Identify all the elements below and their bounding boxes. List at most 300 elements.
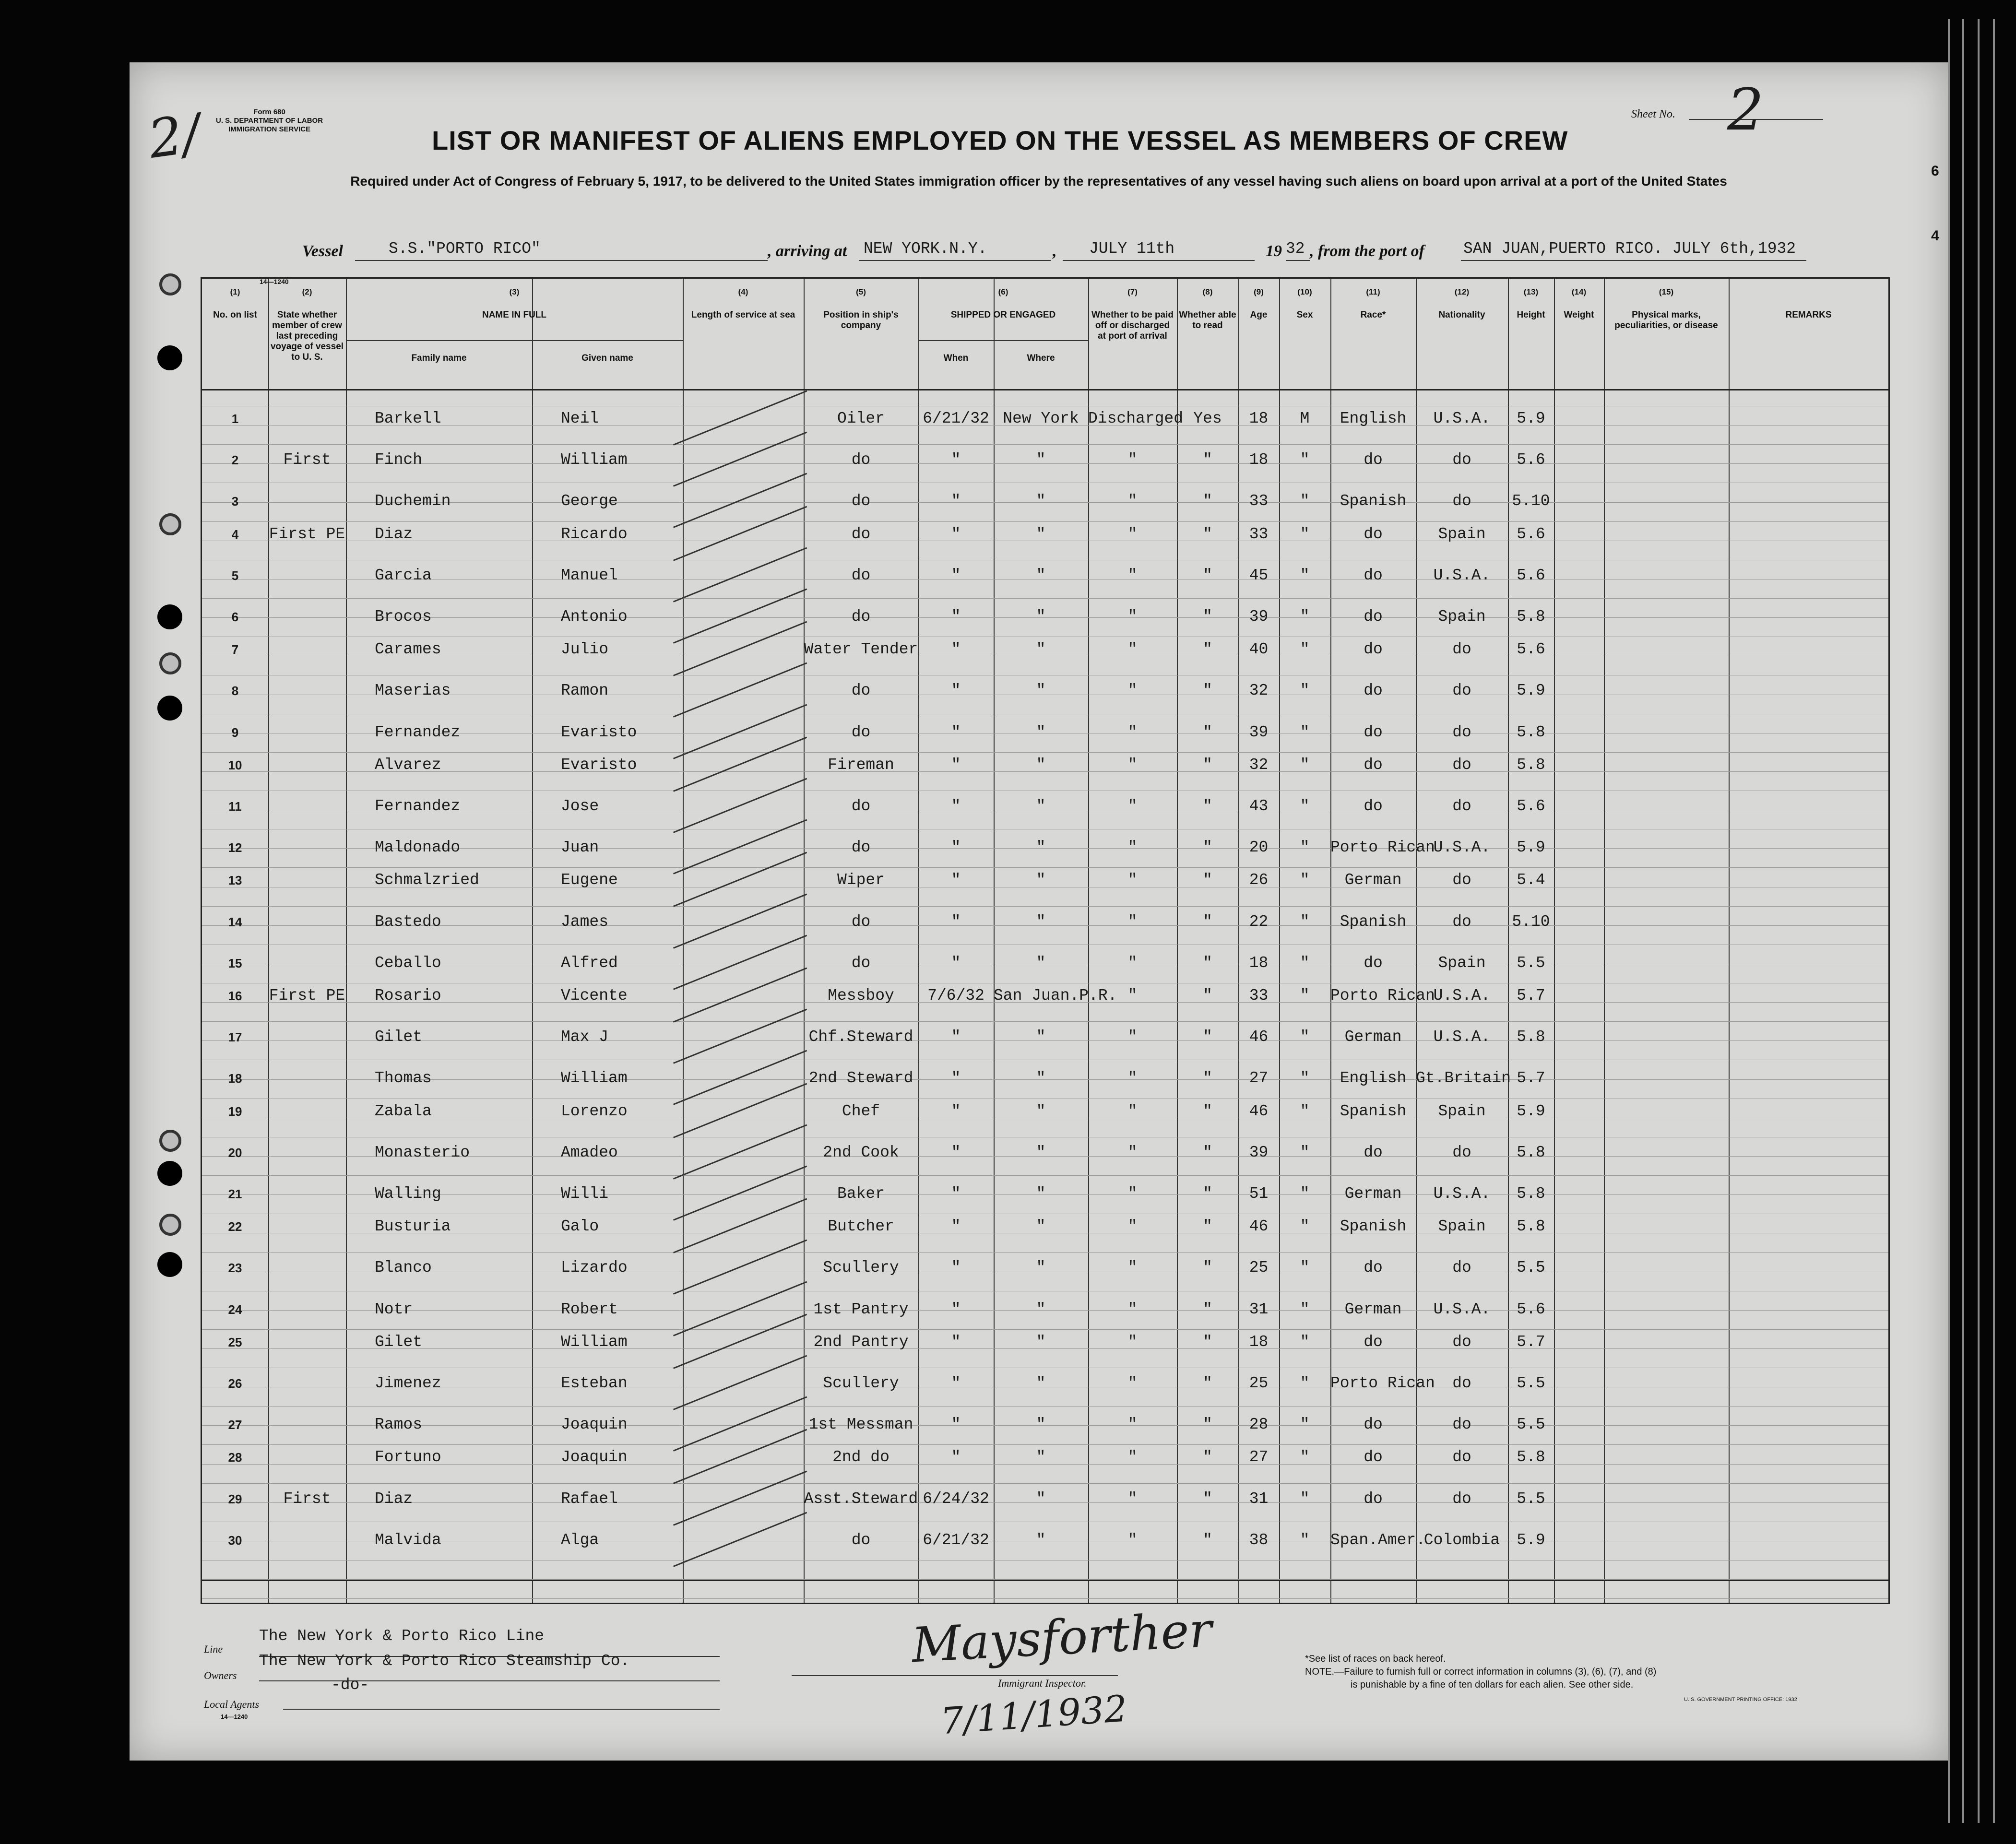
row-20-height: 5.8 — [1517, 1143, 1545, 1161]
row-5-when: " — [951, 566, 961, 584]
row-12-where: " — [1036, 839, 1046, 857]
row-24-given: Robert — [561, 1300, 618, 1318]
column-subheader-c6-sub1: When — [943, 353, 969, 363]
row-23-service-strike-mark — [673, 1240, 807, 1295]
row-9-when: " — [951, 723, 961, 741]
row-1-position: Oiler — [837, 410, 885, 427]
row-27-given: Joaquin — [561, 1416, 628, 1434]
row-2-paid: " — [1127, 451, 1138, 469]
row-20-race: do — [1364, 1143, 1383, 1161]
row-30-sex: " — [1300, 1531, 1310, 1549]
row-27-when: " — [951, 1416, 961, 1434]
row-29-position: Asst.Steward — [804, 1489, 918, 1508]
local-agents-value: -do- — [331, 1676, 369, 1694]
row-24-read: " — [1203, 1300, 1212, 1318]
row-27-nationality: do — [1452, 1416, 1471, 1434]
row-1-given: Neil — [561, 410, 599, 427]
row-8-where: " — [1036, 682, 1046, 700]
row-30-read: " — [1203, 1531, 1212, 1549]
punch-hole — [157, 604, 182, 629]
column-header-c8: Whether able to read — [1179, 310, 1236, 331]
row-10-family: Alvarez — [375, 756, 441, 774]
row-13-read: " — [1203, 871, 1212, 889]
row-3-read: " — [1203, 492, 1212, 510]
row-20-position: 2nd Cook — [823, 1143, 899, 1161]
row-21-sex: " — [1300, 1185, 1310, 1203]
printing-office: U. S. GOVERNMENT PRINTING OFFICE: 1932 — [1684, 1697, 1797, 1702]
column-number-c12: (12) — [1454, 287, 1470, 296]
row-25-age: 18 — [1249, 1333, 1269, 1351]
row-9-service-strike-mark — [673, 704, 807, 759]
row-4-age: 33 — [1249, 525, 1269, 543]
punch-hole — [157, 1252, 182, 1277]
row-28-sex: " — [1300, 1448, 1310, 1466]
row-25-given: William — [561, 1333, 628, 1351]
row-1-read: Yes — [1193, 410, 1222, 427]
row-4-read: " — [1203, 525, 1212, 543]
row-18-family: Thomas — [375, 1069, 432, 1087]
row-14-when: " — [951, 912, 961, 931]
row-23-read: " — [1203, 1259, 1212, 1277]
row-27-age: 28 — [1249, 1416, 1269, 1434]
row-10-sex: " — [1300, 756, 1310, 774]
row-29-read: " — [1203, 1489, 1212, 1508]
column-number-c6: (6) — [998, 287, 1008, 296]
row-7-where: " — [1036, 640, 1046, 659]
row-30-service-strike-mark — [673, 1512, 807, 1567]
row-9-race: do — [1364, 723, 1383, 741]
vessel-name: S.S."PORTO RICO" — [389, 240, 541, 258]
column-header-c6: SHIPPED OR ENGAGED — [950, 310, 1056, 320]
row-27-height: 5.5 — [1517, 1416, 1545, 1434]
row-13-sex: " — [1300, 871, 1310, 889]
row-3-sex: " — [1300, 492, 1310, 510]
row-13-where: " — [1036, 871, 1046, 889]
row-10-given: Evaristo — [561, 756, 637, 774]
row-5-paid: " — [1127, 566, 1138, 584]
row-12-family: Maldonado — [375, 839, 461, 857]
row-28-where: " — [1036, 1448, 1046, 1466]
column-header-c13: Height — [1517, 310, 1545, 320]
row-27-position: 1st Messman — [808, 1416, 913, 1434]
row-19-paid: " — [1127, 1102, 1138, 1120]
row-7-race: do — [1364, 640, 1383, 659]
row-16-race: Porto Rican — [1330, 987, 1435, 1005]
column-header-c4: Length of service at sea — [691, 310, 795, 320]
row-20-when: " — [951, 1143, 961, 1161]
row-14-service-strike-mark — [673, 893, 807, 948]
row-6-paid: " — [1127, 608, 1138, 626]
row-1-when: 6/21/32 — [923, 410, 989, 427]
row-15-given: Alfred — [561, 954, 618, 972]
arriving-label: , arriving at — [768, 242, 847, 260]
row-27-sex: " — [1300, 1416, 1310, 1434]
binding-ring-hole — [159, 273, 181, 296]
row-17-when: " — [951, 1028, 961, 1046]
row-11-height: 5.6 — [1517, 797, 1545, 815]
row-10-paid: " — [1127, 756, 1138, 774]
row-11-no: 11 — [228, 799, 242, 814]
row-5-sex: " — [1300, 566, 1310, 584]
row-21-service-strike-mark — [673, 1166, 807, 1221]
row-17-paid: " — [1127, 1028, 1138, 1046]
form-id-block — [216, 108, 323, 134]
row-30-family: Malvida — [375, 1531, 441, 1549]
column-number-c3: (3) — [509, 287, 520, 296]
row-8-paid: " — [1127, 682, 1138, 700]
row-6-no: 6 — [231, 610, 239, 624]
column-number-c8: (8) — [1202, 287, 1213, 296]
row-28-position: 2nd do — [832, 1448, 889, 1466]
row-11-race: do — [1364, 797, 1383, 815]
row-15-no: 15 — [228, 956, 242, 970]
row-24-when: " — [951, 1300, 961, 1318]
row-4-when: " — [951, 525, 961, 543]
row-5-service-strike-mark — [673, 547, 807, 602]
row-14-no: 14 — [228, 914, 242, 929]
row-25-paid: " — [1127, 1333, 1138, 1351]
column-header-c1: No. on list — [213, 310, 257, 320]
row-3-service-strike-mark — [673, 473, 807, 528]
form-code: 14—1240 — [260, 278, 289, 285]
column-header-c2: State whether member of crew last preceding voyage of vessel to U. S. — [270, 310, 344, 362]
row-23-height: 5.5 — [1517, 1259, 1545, 1277]
row-23-no: 23 — [228, 1261, 242, 1276]
row-6-where: " — [1036, 608, 1046, 626]
row-16-position: Messboy — [828, 987, 894, 1005]
row-7-sex: " — [1300, 640, 1310, 659]
row-9-given: Evaristo — [561, 723, 637, 741]
row-7-nationality: do — [1452, 640, 1471, 659]
row-18-race: English — [1340, 1069, 1407, 1087]
row-20-sex: " — [1300, 1143, 1310, 1161]
row-5-nationality: U.S.A. — [1433, 566, 1491, 584]
row-4-where: " — [1036, 525, 1046, 543]
row-10-race: do — [1364, 756, 1383, 774]
row-27-read: " — [1203, 1416, 1212, 1434]
row-10-read: " — [1203, 756, 1212, 774]
column-header-c3: NAME IN FULL — [482, 310, 547, 320]
row-24-service-strike-mark — [673, 1281, 807, 1336]
row-26-when: " — [951, 1374, 961, 1392]
row-30-height: 5.9 — [1517, 1531, 1545, 1549]
row-29-nationality: do — [1452, 1489, 1471, 1508]
row-21-where: " — [1036, 1185, 1046, 1203]
row-16-no: 16 — [228, 989, 242, 1003]
row-13-service-strike-mark — [673, 852, 807, 907]
row-16-height: 5.7 — [1517, 987, 1545, 1005]
column-number-c7: (7) — [1127, 287, 1138, 296]
margin-mark-top: 6 — [1931, 163, 1939, 179]
row-15-nationality: Spain — [1438, 954, 1486, 972]
agents-form-code: 14—1240 — [221, 1713, 248, 1720]
row-29-prev: First — [283, 1489, 331, 1508]
row-26-service-strike-mark — [673, 1355, 807, 1410]
row-4-family: Diaz — [375, 525, 413, 543]
row-2-height: 5.6 — [1517, 451, 1545, 469]
row-19-no: 19 — [228, 1104, 242, 1119]
row-5-given: Manuel — [561, 566, 618, 584]
row-21-age: 51 — [1249, 1185, 1269, 1203]
row-15-sex: " — [1300, 954, 1310, 972]
row-17-given: Max J — [561, 1028, 609, 1046]
row-27-race: do — [1364, 1416, 1383, 1434]
penalty-note-1: NOTE.—Failure to furnish full or correct information in columns (3), (6), (7), and (8) — [1305, 1667, 1657, 1677]
row-8-service-strike-mark — [673, 662, 807, 718]
row-12-height: 5.9 — [1517, 839, 1545, 857]
row-13-position: Wiper — [837, 871, 885, 889]
sheet-number-value: 2 — [1727, 77, 1764, 143]
service-name: IMMIGRATION SERVICE — [228, 125, 311, 133]
row-16-where: San Juan.P.R. — [994, 987, 1117, 1005]
row-18-paid: " — [1127, 1069, 1138, 1087]
row-26-position: Scullery — [823, 1374, 899, 1392]
row-29-service-strike-mark — [673, 1470, 807, 1525]
column-header-c15: Physical marks, peculiarities, or disease — [1614, 310, 1718, 331]
row-11-family: Fernandez — [375, 797, 461, 815]
row-8-height: 5.9 — [1517, 682, 1545, 700]
row-10-nationality: do — [1452, 756, 1471, 774]
row-4-paid: " — [1127, 525, 1138, 543]
row-2-service-strike-mark — [673, 432, 807, 487]
row-8-sex: " — [1300, 682, 1310, 700]
row-1-sex: M — [1300, 410, 1310, 427]
row-13-family: Schmalzried — [375, 871, 479, 889]
row-18-read: " — [1203, 1069, 1212, 1087]
row-2-read: " — [1203, 451, 1212, 469]
row-26-family: Jimenez — [375, 1374, 441, 1392]
row-4-nationality: Spain — [1438, 525, 1486, 543]
row-15-where: " — [1036, 954, 1046, 972]
row-24-paid: " — [1127, 1300, 1138, 1318]
row-29-sex: " — [1300, 1489, 1310, 1508]
inspector-signature: Maysforther — [910, 1601, 1214, 1674]
row-8-race: do — [1364, 682, 1383, 700]
row-1-age: 18 — [1249, 410, 1269, 427]
row-13-age: 26 — [1249, 871, 1269, 889]
row-20-no: 20 — [228, 1145, 242, 1160]
row-7-no: 7 — [231, 642, 239, 657]
row-1-service-strike-mark — [673, 390, 807, 446]
row-6-age: 39 — [1249, 608, 1269, 626]
row-10-service-strike-mark — [673, 736, 807, 792]
row-30-nationality: Colombia — [1423, 1531, 1500, 1549]
row-1-paid: Discharged — [1088, 410, 1184, 427]
row-24-where: " — [1036, 1300, 1046, 1318]
row-24-no: 24 — [228, 1302, 242, 1317]
row-16-sex: " — [1300, 987, 1310, 1005]
row-8-read: " — [1203, 682, 1212, 700]
row-20-age: 39 — [1249, 1143, 1269, 1161]
column-subheader-c6-sub2: Where — [1027, 353, 1055, 363]
row-23-age: 25 — [1249, 1259, 1269, 1277]
row-25-no: 25 — [228, 1335, 242, 1349]
row-6-read: " — [1203, 608, 1212, 626]
row-29-given: Rafael — [561, 1489, 618, 1508]
row-3-height: 5.10 — [1512, 492, 1550, 510]
punch-hole — [157, 1161, 182, 1186]
row-26-sex: " — [1300, 1374, 1310, 1392]
row-15-when: " — [951, 954, 961, 972]
row-13-height: 5.4 — [1517, 871, 1545, 889]
row-11-service-strike-mark — [673, 778, 807, 833]
row-3-family: Duchemin — [375, 492, 451, 510]
row-8-nationality: do — [1452, 682, 1471, 700]
row-12-when: " — [951, 839, 961, 857]
row-7-paid: " — [1127, 640, 1138, 659]
row-28-height: 5.8 — [1517, 1448, 1545, 1466]
row-29-race: do — [1364, 1489, 1383, 1508]
row-11-sex: " — [1300, 797, 1310, 815]
row-24-sex: " — [1300, 1300, 1310, 1318]
row-11-given: Jose — [561, 797, 599, 815]
sheet-number-label: Sheet No. — [1631, 108, 1675, 120]
column-number-c4: (4) — [738, 287, 748, 296]
row-5-age: 45 — [1249, 566, 1269, 584]
row-17-nationality: U.S.A. — [1433, 1028, 1491, 1046]
row-21-family: Walling — [375, 1185, 441, 1203]
inspection-date: 7/11/1932 — [939, 1687, 1129, 1743]
row-16-age: 33 — [1249, 987, 1269, 1005]
row-18-where: " — [1036, 1069, 1046, 1087]
row-2-sex: " — [1300, 451, 1310, 469]
row-18-age: 27 — [1249, 1069, 1269, 1087]
row-24-nationality: U.S.A. — [1433, 1300, 1491, 1318]
owners-value: The New York & Porto Rico Steamship Co. — [259, 1652, 630, 1670]
row-23-where: " — [1036, 1259, 1046, 1277]
row-2-nationality: do — [1452, 451, 1471, 469]
manifest-page: 2/ Form 680 U. S. DEPARTMENT OF LABOR IMMIGRATION SERVICE LIST OR MANIFEST OF ALIENS EMPLOYED ON THE VESSEL AS MEMBERS OF CREW Required under Act of Congress of February 5, 1917, to be delivered to the United States immigration officer by the representatives of any vessel having such aliens on board upon arrival at a port of the United States Sheet No. 2 6 4 Vessel S.S."PORTO RICO" , arriving at NEW YORK.N.Y. , JULY 11th 19 32 , from the port of SAN JUAN,PUERTO RICO. JULY 6th,1932 14—1240 (1) No. on list (2) State whether member of crew last preceding voyage of vessel to U. S. (3) NAME IN FULL (4) Length of service at sea (5) Position in ship's company (6) SHIPPED OR ENGAGED (7) Whether to be paid off or discharged at port of arrival (8) Whether able to read (9) Age (10) Sex (11) Race* (12) Nationality (13) Height (14) Weight (15) Physical marks, peculiarities, or disease REMARKS Family name Given name When Where 1 Barkell Neil Oiler 6/21/32 New York Discharged Yes 18 M English U.S.A. 5.9 2 First Finch William do " " " " 18 " do do 5.6 3 Duchemin George do " " " " 33 " Spanish do 5.10 4 First PE Diaz Ricardo do " " " " 33 " do Spain 5.6 5 Garcia Manuel do " " " " 45 " do U.S.A. 5.6 6 Brocos Antonio do " " " " 39 " do Spain 5.8 7 Carames Julio Water Tender " " " " 40 " do do 5.6 8 Maserias Ramon do " " " " 32 " do do 5.9 9 Fernandez Evaristo do " " " " 39 " do do 5.8 10 Alvarez Evaristo Fireman " " " " 32 " do do 5.8 11 Fernandez Jose do " " " " 43 " do do 5.6 12 Maldonado Juan do " " " " 20 " Porto Rican U.S.A. 5.9 13 Schmalzried Eugene Wiper " " " " 26 " German do 5.4 14 Bastedo James do " " " " 22 " Spanish do 5.10 15 Ceballo Alfred do " " " " 18 " do Spain 5.5 16 First PE Rosario Vicente Messboy 7/6/32 San Juan.P.R. " " 33 " Porto Rican U.S.A. 5.7 17 Gilet Max J Chf.Steward " " " " 46 " German U.S.A. 5.8 18 Thomas William 2nd Steward " " " " 27 " English Gt.Britain 5.7 19 Zabala Lorenzo Chef " " " " 46 " Spanish Spain 5.9 20 Monasterio Amadeo 2nd Cook " " " " 39 " do do 5.8 21 Walling Willi Baker " " " " 51 " German U.S.A. 5.8 22 Busturia Galo Butcher " " " " 46 " Spanish Spain 5.8 23 Blanco Lizardo Scullery " " " " 25 " do do 5.5 24 Notr Robert 1st Pantry " " " " 31 " German U.S.A. 5.6 25 Gilet William 2nd Pantry " " " " 18 " do do 5.7 26 Jimenez Esteban Scullery " " " " 25 " Porto Rican do 5.5 27 Ramos Joaquin 1st Messman " " " " 28 " do do 5.5 28 Fortuno Joaquin 2nd do " " " " 27 " do do 5.8 29 First Diaz Rafael Asst.Steward 6/24/32 " " " 31 " do do 5.5 30 Malvida Alga do 6/21/32 " " " 38 " Span.Amer. Colombia 5.9 Line The New York & Porto Rico Line Owners The New York & Porto Rico Steamship Co. Local Agents 14—1240 -do- Maysforther Immigrant Inspector. 7/11/1932 *See list of races on back hereof. NOTE.—Failure to furnish full or correct information in columns (3), (6), (7), and (8) is punishable by a fine of ten dollars for each alien. See other side. U. S. GOVERNMENT PRINTING OFFICE: 1932 — [130, 62, 1948, 1761]
binding-ring-hole — [159, 1214, 181, 1236]
row-21-position: Baker — [837, 1185, 885, 1203]
department-name: U. S. DEPARTMENT OF LABOR — [216, 117, 323, 125]
row-12-paid: " — [1127, 839, 1138, 857]
row-9-where: " — [1036, 723, 1046, 741]
column-header-c7: Whether to be paid off or discharged at port of arrival — [1091, 310, 1174, 341]
punch-hole — [157, 345, 182, 370]
column-number-c13: (13) — [1523, 287, 1539, 296]
row-28-no: 28 — [228, 1450, 242, 1465]
row-6-family: Brocos — [375, 608, 432, 626]
row-25-position: 2nd Pantry — [813, 1333, 909, 1351]
row-3-where: " — [1036, 492, 1046, 510]
row-20-paid: " — [1127, 1143, 1138, 1161]
row-24-age: 31 — [1249, 1300, 1269, 1318]
row-12-age: 20 — [1249, 839, 1269, 857]
row-2-family: Finch — [375, 451, 423, 469]
row-14-nationality: do — [1452, 912, 1471, 931]
line-value: The New York & Porto Rico Line — [259, 1627, 545, 1645]
row-6-service-strike-mark — [673, 589, 807, 644]
row-6-position: do — [851, 608, 871, 626]
departure-port: SAN JUAN,PUERTO RICO. JULY 6th,1932 — [1463, 240, 1796, 258]
column-header-c12: Nationality — [1438, 310, 1485, 320]
binding-ring-hole — [159, 513, 181, 535]
row-8-given: Ramon — [561, 682, 609, 700]
row-3-no: 3 — [231, 494, 239, 509]
row-4-race: do — [1364, 525, 1383, 543]
row-28-service-strike-mark — [673, 1429, 807, 1484]
column-number-c15: (15) — [1659, 287, 1674, 296]
row-25-service-strike-mark — [673, 1313, 807, 1369]
column-header-c16: REMARKS — [1785, 310, 1832, 320]
row-29-when: 6/24/32 — [923, 1489, 989, 1508]
row-29-height: 5.5 — [1517, 1489, 1545, 1508]
column-number-c11: (11) — [1366, 287, 1380, 296]
row-29-age: 31 — [1249, 1489, 1269, 1508]
row-9-read: " — [1203, 723, 1212, 741]
row-24-height: 5.6 — [1517, 1300, 1545, 1318]
row-16-paid: " — [1127, 987, 1138, 1005]
row-22-age: 46 — [1249, 1218, 1269, 1236]
row-1-nationality: U.S.A. — [1433, 410, 1491, 427]
punch-hole — [157, 696, 182, 721]
row-30-race: Span.Amer. — [1330, 1531, 1426, 1549]
column-header-c14: Weight — [1564, 310, 1594, 320]
row-19-age: 46 — [1249, 1102, 1269, 1120]
row-26-paid: " — [1127, 1374, 1138, 1392]
arrival-port: NEW YORK.N.Y. — [864, 240, 987, 258]
row-17-service-strike-mark — [673, 1009, 807, 1064]
row-2-no: 2 — [231, 453, 239, 468]
row-9-nationality: do — [1452, 723, 1471, 741]
row-5-race: do — [1364, 566, 1383, 584]
column-header-c5: Position in ship's company — [823, 310, 899, 331]
row-23-given: Lizardo — [561, 1259, 628, 1277]
binding-ring-hole — [159, 1130, 181, 1152]
row-9-age: 39 — [1249, 723, 1269, 741]
row-26-read: " — [1203, 1374, 1212, 1392]
row-25-sex: " — [1300, 1333, 1310, 1351]
row-3-race: Spanish — [1340, 492, 1407, 510]
row-16-given: Vicente — [561, 987, 628, 1005]
inspector-label: Immigrant Inspector. — [998, 1677, 1087, 1689]
row-10-age: 32 — [1249, 756, 1269, 774]
row-19-service-strike-mark — [673, 1083, 807, 1138]
row-3-position: do — [851, 492, 871, 510]
row-16-read: " — [1203, 987, 1212, 1005]
row-14-race: Spanish — [1340, 912, 1407, 931]
row-23-when: " — [951, 1259, 961, 1277]
binding-ring-hole — [159, 652, 181, 674]
row-14-where: " — [1036, 912, 1046, 931]
row-4-service-strike-mark — [673, 506, 807, 561]
row-2-prev: First — [283, 451, 331, 469]
crew-manifest-table — [201, 277, 1890, 1604]
row-28-nationality: do — [1452, 1448, 1471, 1466]
row-28-read: " — [1203, 1448, 1212, 1466]
column-header-c11: Race* — [1360, 310, 1386, 320]
row-13-when: " — [951, 871, 961, 889]
row-11-where: " — [1036, 797, 1046, 815]
row-5-read: " — [1203, 566, 1212, 584]
row-2-where: " — [1036, 451, 1046, 469]
row-19-race: Spanish — [1340, 1102, 1407, 1120]
row-30-no: 30 — [228, 1533, 242, 1548]
row-17-family: Gilet — [375, 1028, 423, 1046]
row-27-family: Ramos — [375, 1416, 423, 1434]
row-8-position: do — [851, 682, 871, 700]
row-20-where: " — [1036, 1143, 1046, 1161]
row-15-family: Ceballo — [375, 954, 441, 972]
row-17-read: " — [1203, 1028, 1212, 1046]
row-18-given: William — [561, 1069, 628, 1087]
row-19-sex: " — [1300, 1102, 1310, 1120]
row-16-service-strike-mark — [673, 968, 807, 1023]
row-27-no: 27 — [228, 1418, 242, 1432]
row-20-nationality: do — [1452, 1143, 1471, 1161]
row-9-height: 5.8 — [1517, 723, 1545, 741]
